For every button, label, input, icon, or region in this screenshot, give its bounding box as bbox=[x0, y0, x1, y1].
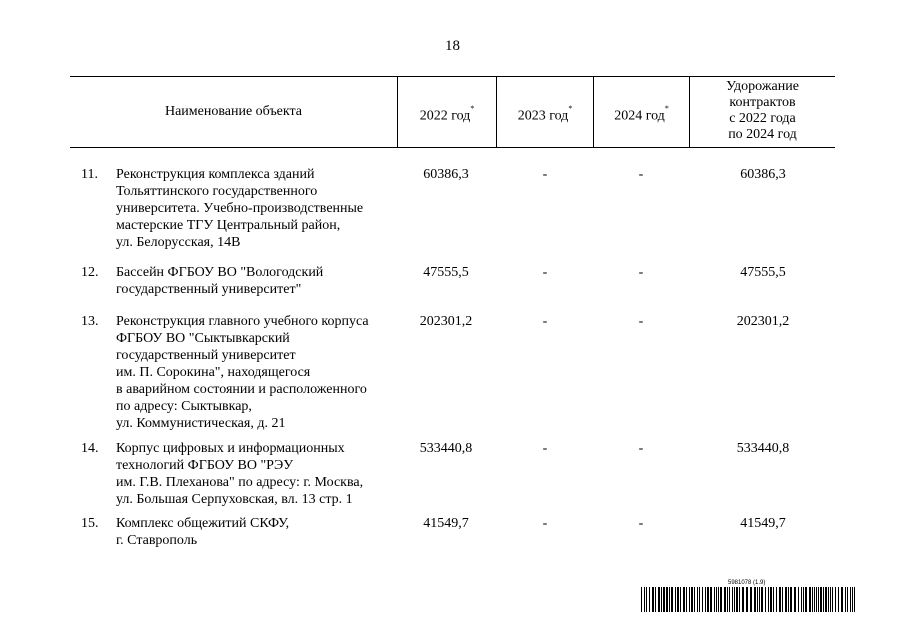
row-number: 14. bbox=[81, 441, 99, 456]
row-object-name: Корпус цифровых и информационных технологий ФГБОУ ВО "РЭУ им. Г.В. Плеханова" по адресу: г. Москва, ул. Большая Серпуховская, вл. 13 стр. 1 bbox=[116, 441, 364, 507]
value-2023: - bbox=[542, 314, 548, 329]
value-2023: - bbox=[542, 441, 548, 456]
row-number: 11. bbox=[81, 167, 98, 182]
value-2022: 47555,5 bbox=[423, 265, 469, 280]
value-2022: 60386,3 bbox=[423, 167, 469, 182]
row-number: 12. bbox=[81, 265, 99, 280]
row-object-name: Реконструкция комплекса зданий Тольяттинского государственного университета. Учебно-производственные мастерские ТГУ Центральный район, ул. Белорусская, 14В bbox=[116, 167, 364, 250]
value-2024: - bbox=[638, 516, 644, 531]
row-number: 13. bbox=[81, 314, 99, 329]
value-2024: - bbox=[638, 441, 644, 456]
value-2024: - bbox=[638, 314, 644, 329]
row-number: 15. bbox=[81, 516, 99, 531]
header-name: Наименование объекта bbox=[164, 104, 303, 119]
header-2023: 2023 год* bbox=[517, 104, 573, 124]
value-2023: - bbox=[542, 265, 548, 280]
value-increase: 202301,2 bbox=[736, 314, 790, 329]
barcode-label: 5981078 (1.9) bbox=[728, 580, 766, 586]
value-increase: 533440,8 bbox=[736, 441, 790, 456]
table-top-rule bbox=[70, 76, 835, 77]
value-2023: - bbox=[542, 516, 548, 531]
value-2023: - bbox=[542, 167, 548, 182]
value-2022: 202301,2 bbox=[419, 314, 473, 329]
header-2024: 2024 год* bbox=[614, 104, 669, 124]
barcode bbox=[641, 587, 857, 612]
row-object-name: Реконструкция главного учебного корпуса ФГБОУ ВО "Сыктывкарский государственный университет им. П. Сорокина", находящегося в аварийном состоянии и расположенного по адресу: Сыктывкар, ул. Коммунистическая, д. 21 bbox=[116, 314, 369, 431]
row-object-name: Комплекс общежитий СКФУ, г. Ставрополь bbox=[116, 516, 290, 548]
header-2022: 2022 год* bbox=[419, 104, 475, 124]
value-2024: - bbox=[638, 265, 644, 280]
value-2022: 533440,8 bbox=[419, 441, 473, 456]
value-increase: 60386,3 bbox=[740, 167, 786, 182]
value-2024: - bbox=[638, 167, 644, 182]
page-number: 18 bbox=[445, 38, 460, 54]
header-increase: Удорожание контрактов с 2022 года по 2024 год bbox=[726, 79, 799, 142]
value-2022: 41549,7 bbox=[423, 516, 469, 531]
value-increase: 41549,7 bbox=[740, 516, 786, 531]
table-header-bottom-rule bbox=[70, 147, 835, 148]
value-increase: 47555,5 bbox=[740, 265, 786, 280]
row-object-name: Бассейн ФГБОУ ВО "Вологодский государственный университет" bbox=[116, 265, 324, 297]
